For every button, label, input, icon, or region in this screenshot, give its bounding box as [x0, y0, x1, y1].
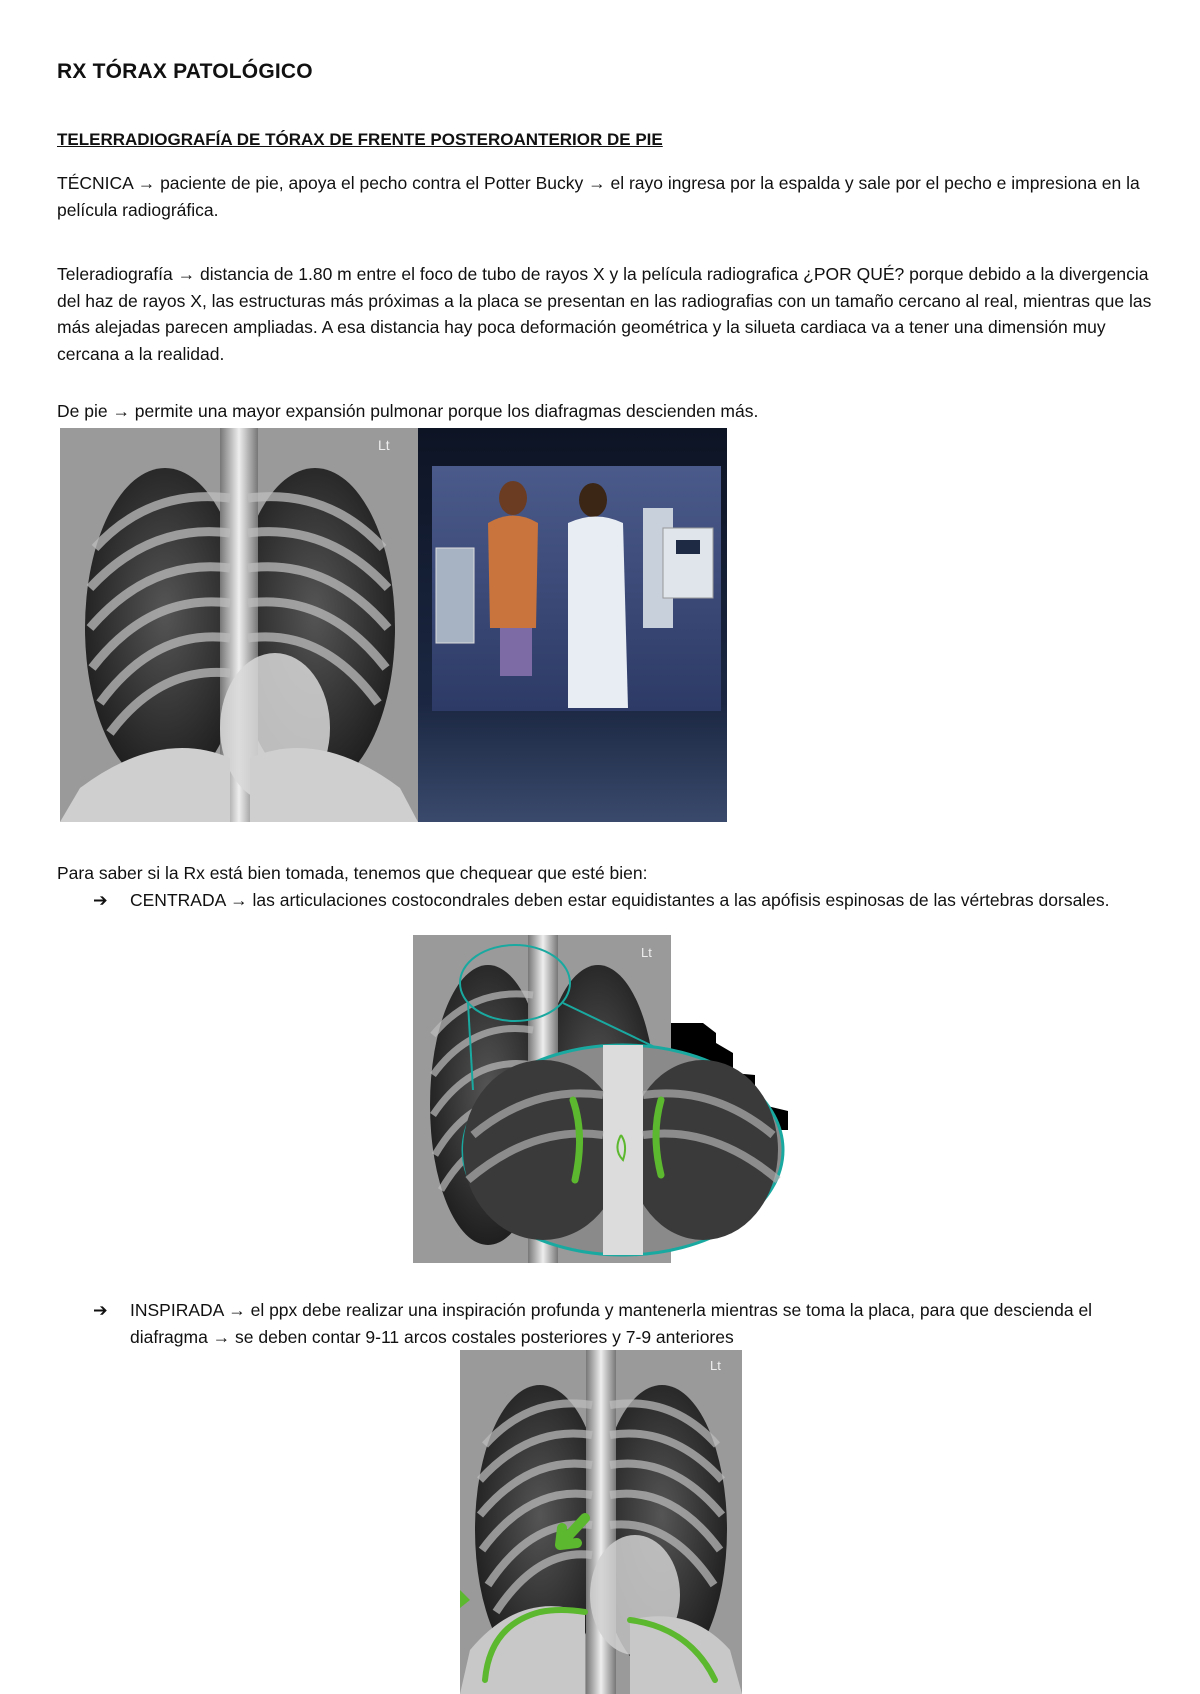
- paragraph-check: Para saber si la Rx está bien tomada, tenemos que chequear que esté bien:: [57, 863, 648, 883]
- bullet-centrada: [93, 887, 1133, 914]
- bullet-arrow-icon: ➔: [93, 1300, 108, 1320]
- bullet-inspirada-text: INSPIRADA → el ppx debe realizar una inspiración profunda y mantenerla mientras se toma la placa, para que descienda el diafragma → se deben contar 9-11 arcos costales posteriores y 7-9 anteriores: [130, 1300, 1093, 1347]
- chest-xray-image: [60, 428, 418, 822]
- paragraph-de-pie: De pie → permite una mayor expansión pulmonar porque los diafragmas descienden más.: [57, 401, 759, 421]
- page-title: RX TÓRAX PATOLÓGICO: [57, 60, 313, 83]
- chest-xray-centering-image: [413, 935, 788, 1263]
- bullet-arrow-icon: ➔: [93, 890, 108, 910]
- svg-text:Lt: Lt: [710, 1358, 721, 1373]
- xray-marker-label: Lt: [378, 437, 390, 453]
- section-subtitle: TELERRADIOGRAFÍA DE TÓRAX DE FRENTE POSTEROANTERIOR DE PIE: [57, 130, 663, 149]
- bullet-centrada-text: CENTRADA → las articulaciones costocondrales deben estar equidistantes a las apófisis espinosas de las vértebras dorsales.: [130, 890, 1110, 910]
- xray-room-photo: [418, 428, 727, 822]
- bullet-inspirada: [93, 1297, 1133, 1350]
- chest-xray-inspiration-image: [460, 1350, 742, 1694]
- paragraph-tecnica: TÉCNICA → paciente de pie, apoya el pecho contra el Potter Bucky → el rayo ingresa por la espalda y sale por el pecho e impresiona en la película radiográfica.: [57, 173, 1140, 220]
- paragraph-teleradiografia: Teleradiografía → distancia de 1.80 m entre el foco de tubo de rayos X y la película radiografica ¿POR QUÉ? porque debido a la divergencia del haz de rayos X, las estructuras más próximas a la placa se presentan en las radiografias con un tamaño cercano al real, mientras que las más alejadas parecen ampliadas. A esa distancia hay poca deformación geométrica y la silueta cardiaca va a tener una dimensión muy cercana a la realidad.: [57, 264, 1152, 364]
- svg-text:Lt: Lt: [641, 945, 652, 960]
